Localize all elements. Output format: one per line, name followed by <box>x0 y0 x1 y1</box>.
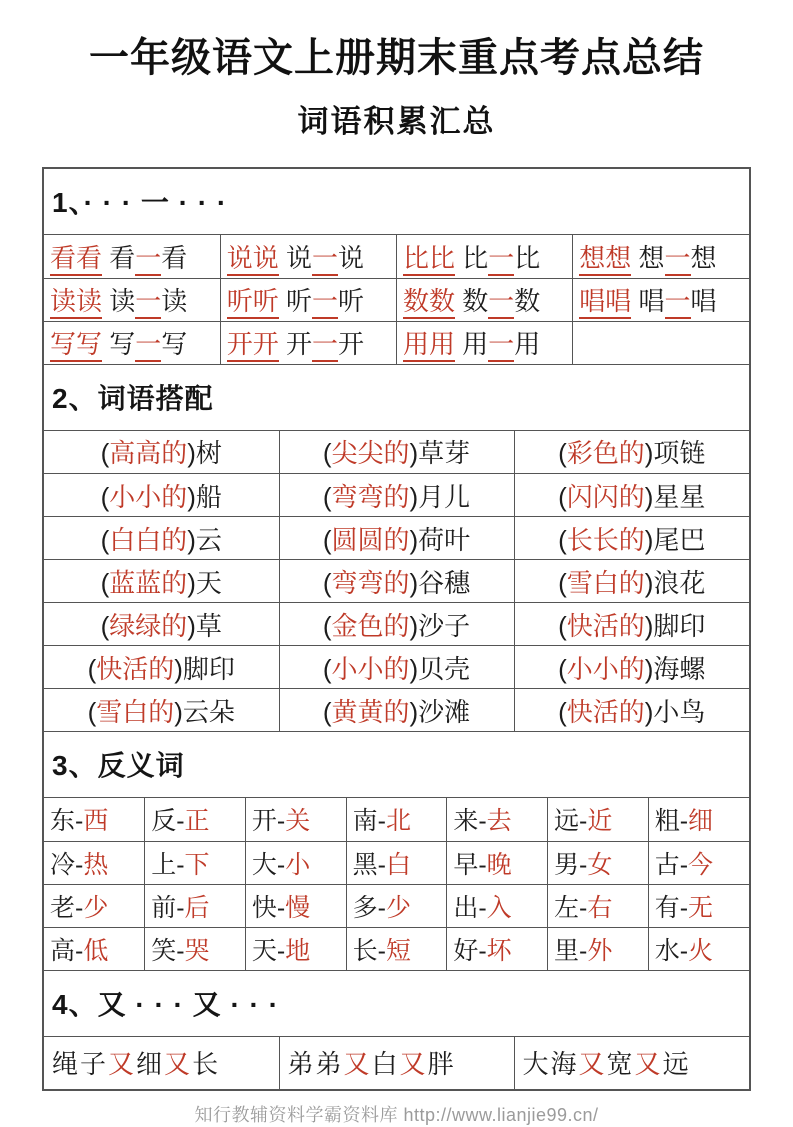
text-segment: )云 <box>187 524 222 555</box>
text-segment: 小小的 <box>109 481 188 512</box>
table-row <box>44 841 749 884</box>
table-cell <box>397 235 573 278</box>
text-segment: 高高的 <box>109 438 188 469</box>
text-segment: 闪闪的 <box>566 481 645 512</box>
text-segment: 少 <box>385 893 411 922</box>
text-segment: 右 <box>587 893 613 922</box>
text-segment: 一 <box>135 243 161 276</box>
text-segment: 一 <box>312 243 338 276</box>
text-segment: 想 <box>690 242 717 273</box>
text-segment: 一 <box>312 329 338 362</box>
text-segment: 快活的 <box>566 610 645 641</box>
table-row <box>44 884 749 927</box>
text-segment: 比比 <box>403 243 455 276</box>
table-row <box>44 517 749 560</box>
text-segment: 短 <box>385 936 411 965</box>
text-segment: 白白的 <box>109 524 188 555</box>
text-segment: 比 <box>455 242 489 273</box>
table-cell <box>573 278 749 321</box>
table-cell <box>279 517 514 560</box>
section-table <box>44 431 749 733</box>
text-segment: 说 <box>278 242 312 273</box>
text-segment: 圆圆的 <box>331 524 410 555</box>
table-cell <box>514 474 749 517</box>
table-row <box>44 235 749 278</box>
table-row <box>44 321 749 364</box>
text-segment: 黑- <box>352 850 386 879</box>
table-cell <box>44 321 220 364</box>
text-segment: 开- <box>251 807 286 836</box>
table-cell <box>44 560 279 603</box>
table-cell <box>447 798 548 841</box>
text-segment: 小小的 <box>566 653 645 684</box>
section-1 <box>44 169 749 365</box>
table-cell <box>245 884 346 927</box>
text-segment: ( <box>558 610 567 641</box>
text-segment: 又 <box>578 1049 607 1079</box>
table-cell <box>44 431 279 474</box>
text-segment: 写 <box>161 329 188 359</box>
text-segment: 关 <box>285 807 311 836</box>
table-cell <box>279 646 514 689</box>
text-segment: 看 <box>161 242 188 273</box>
text-segment: 地 <box>285 936 311 965</box>
table-cell <box>44 603 279 646</box>
text-segment: 大- <box>251 850 286 879</box>
section-heading: 4、又 · · · 又 · · · <box>44 971 749 1037</box>
table-cell <box>346 927 447 970</box>
text-segment: 长 <box>192 1049 221 1079</box>
worksheet-table <box>42 167 751 1091</box>
text-segment: )月儿 <box>409 481 471 512</box>
text-segment: 唱 <box>690 286 717 316</box>
text-segment: 又 <box>634 1049 663 1079</box>
text-segment: 正 <box>184 807 210 836</box>
table-cell <box>220 278 396 321</box>
text-segment: 说说 <box>227 243 279 276</box>
text-segment: ( <box>558 653 567 684</box>
table-cell <box>514 689 749 732</box>
section-heading: 2、词语搭配 <box>44 365 749 431</box>
text-segment: 听听 <box>227 286 279 319</box>
text-segment: 老- <box>50 893 84 922</box>
table-cell <box>44 884 145 927</box>
text-segment: ( <box>322 524 332 555</box>
table-cell <box>44 798 145 841</box>
section-table <box>44 1037 749 1089</box>
table-cell <box>648 884 749 927</box>
section-heading: 1、· · · 一 · · · <box>44 169 749 235</box>
table-cell <box>145 927 246 970</box>
text-segment: 金色的 <box>331 610 410 641</box>
table-cell <box>648 841 749 884</box>
text-segment: 弯弯的 <box>331 567 410 598</box>
text-segment: 一 <box>135 286 161 319</box>
text-segment: ( <box>558 567 567 598</box>
text-segment: 写写 <box>50 329 102 362</box>
table-cell <box>346 884 447 927</box>
table-row <box>44 689 749 732</box>
text-segment: 粗- <box>654 807 689 836</box>
text-segment: )贝壳 <box>409 653 471 684</box>
table-row <box>44 474 749 517</box>
text-segment: ( <box>100 438 110 469</box>
text-segment: 水- <box>654 936 689 965</box>
text-segment: )船 <box>187 481 222 512</box>
text-segment: 看 <box>102 242 136 273</box>
text-segment: 听 <box>338 286 365 316</box>
text-segment: 细 <box>136 1049 165 1079</box>
table-cell <box>44 235 220 278</box>
text-segment: 里- <box>554 936 588 965</box>
text-segment: 唱 <box>631 286 665 316</box>
table-cell <box>346 841 447 884</box>
text-segment: ( <box>100 567 110 598</box>
table-cell <box>346 798 447 841</box>
text-segment: 北 <box>385 807 411 836</box>
text-segment: 长长的 <box>566 524 645 555</box>
text-segment: 数 <box>455 286 489 316</box>
text-segment: 用 <box>514 329 541 359</box>
table-cell <box>648 927 749 970</box>
text-segment: 雪白的 <box>96 696 175 727</box>
text-segment: 胖 <box>427 1049 456 1079</box>
table-row <box>44 560 749 603</box>
text-segment: 白 <box>371 1049 400 1079</box>
text-segment: 开开 <box>227 329 279 362</box>
text-segment: 近 <box>587 807 613 836</box>
text-segment: )尾巴 <box>644 524 706 555</box>
text-segment: 慢 <box>285 893 311 922</box>
text-segment: 比 <box>514 242 541 273</box>
text-segment: 快- <box>251 893 286 922</box>
text-segment: 读读 <box>50 286 102 319</box>
text-segment: 少 <box>83 893 109 922</box>
text-segment: 快活的 <box>96 653 175 684</box>
text-segment: ( <box>100 524 110 555</box>
section-3 <box>44 732 749 971</box>
text-segment: 坏 <box>486 936 512 965</box>
text-segment: 宽 <box>606 1049 635 1079</box>
text-segment: 又 <box>399 1049 428 1079</box>
table-cell <box>44 278 220 321</box>
text-segment: 又 <box>164 1049 193 1079</box>
table-cell <box>548 841 649 884</box>
text-segment: 远 <box>662 1049 691 1079</box>
text-segment: 下 <box>184 850 210 879</box>
text-segment: 前- <box>151 893 185 922</box>
table-cell <box>145 798 246 841</box>
text-segment: 一 <box>488 286 514 319</box>
text-segment: 远- <box>554 807 588 836</box>
text-segment: 上- <box>151 850 185 879</box>
text-segment: 西 <box>83 807 109 836</box>
table-cell <box>279 689 514 732</box>
text-segment: 去 <box>486 807 512 836</box>
text-segment: 写 <box>102 329 136 359</box>
table-cell <box>514 560 749 603</box>
text-segment: )星星 <box>644 481 706 512</box>
table-row <box>44 431 749 474</box>
table-cell <box>145 884 246 927</box>
text-segment: )云朵 <box>174 696 235 727</box>
table-cell <box>279 1037 514 1089</box>
table-cell <box>573 235 749 278</box>
table-cell <box>548 927 649 970</box>
text-segment: ( <box>558 524 567 555</box>
text-segment: )沙滩 <box>409 696 471 727</box>
text-segment: 今 <box>688 850 714 879</box>
section-table <box>44 235 749 365</box>
text-segment: 读 <box>161 286 188 316</box>
table-cell <box>447 884 548 927</box>
table-cell <box>447 927 548 970</box>
text-segment: )草芽 <box>409 438 471 469</box>
text-segment: 南- <box>352 807 386 836</box>
text-segment: 数数 <box>403 286 455 319</box>
text-segment: ( <box>558 696 567 727</box>
text-segment: 想 <box>631 242 665 273</box>
table-row <box>44 927 749 970</box>
text-segment: )海螺 <box>644 653 706 684</box>
text-segment: 反- <box>151 807 185 836</box>
text-segment: 说 <box>338 242 365 273</box>
text-segment: 蓝蓝的 <box>109 567 188 598</box>
text-segment: 读 <box>102 286 136 316</box>
text-segment: 长- <box>352 936 386 965</box>
text-segment: 入 <box>486 893 512 922</box>
text-segment: 尖尖的 <box>331 438 410 469</box>
text-segment: 好- <box>453 936 487 965</box>
text-segment: )草 <box>187 610 222 641</box>
text-segment: 用 <box>455 329 489 359</box>
text-segment: 绿绿的 <box>109 610 188 641</box>
text-segment: ( <box>322 481 332 512</box>
table-cell <box>397 278 573 321</box>
text-segment: 多- <box>352 893 386 922</box>
text-segment: 快活的 <box>566 696 645 727</box>
table-cell <box>514 431 749 474</box>
text-segment: ( <box>87 653 97 684</box>
text-segment: ( <box>558 438 567 469</box>
table-row <box>44 798 749 841</box>
table-row <box>44 603 749 646</box>
text-segment: )天 <box>187 567 222 598</box>
text-segment: 有- <box>654 893 689 922</box>
table-cell <box>44 646 279 689</box>
table-cell <box>548 798 649 841</box>
text-segment: 来- <box>453 807 487 836</box>
text-segment: 外 <box>587 936 613 965</box>
table-cell <box>44 517 279 560</box>
text-segment: )脚印 <box>644 610 706 641</box>
text-segment: 唱唱 <box>579 286 631 319</box>
text-segment: 又 <box>343 1049 372 1079</box>
table-cell <box>279 603 514 646</box>
text-segment: )浪花 <box>644 567 706 598</box>
section-heading: 3、反义词 <box>44 732 749 798</box>
text-segment: 哭 <box>184 936 210 965</box>
text-segment: ( <box>100 481 110 512</box>
text-segment: 听 <box>278 286 312 316</box>
text-segment: 女 <box>587 850 613 879</box>
text-segment: 晚 <box>486 850 512 879</box>
text-segment: 小 <box>285 850 311 879</box>
text-segment: 又 <box>108 1049 137 1079</box>
table-cell <box>514 517 749 560</box>
text-segment: )项链 <box>644 438 706 469</box>
text-segment: 用用 <box>403 329 455 362</box>
text-segment: 小小的 <box>331 653 410 684</box>
table-cell <box>279 431 514 474</box>
text-segment: 想想 <box>579 243 631 276</box>
table-row <box>44 1037 749 1089</box>
text-segment: 绳子 <box>52 1049 109 1079</box>
text-segment: ( <box>100 610 110 641</box>
text-segment: 后 <box>184 893 210 922</box>
text-segment: 看看 <box>50 243 102 276</box>
text-segment: 出- <box>453 893 487 922</box>
table-cell <box>514 1037 749 1089</box>
table-cell <box>573 321 749 364</box>
text-segment: 数 <box>514 286 541 316</box>
table-cell <box>145 841 246 884</box>
text-segment: 左- <box>554 893 588 922</box>
text-segment: 天- <box>251 936 286 965</box>
text-segment: ( <box>322 653 332 684</box>
table-cell <box>44 1037 279 1089</box>
text-segment: )脚印 <box>174 653 235 684</box>
page-subtitle: 词语积累汇总 <box>297 104 496 139</box>
text-segment: 一 <box>488 243 514 276</box>
text-segment: ( <box>322 567 332 598</box>
text-segment: ( <box>322 610 332 641</box>
table-cell <box>279 560 514 603</box>
text-segment: ( <box>322 438 332 469</box>
text-segment: )树 <box>187 438 222 469</box>
text-segment: 低 <box>83 936 109 965</box>
table-cell <box>44 841 145 884</box>
table-cell <box>245 798 346 841</box>
text-segment: 东- <box>50 807 84 836</box>
table-cell <box>548 884 649 927</box>
text-segment: 早- <box>453 850 487 879</box>
text-segment: )沙子 <box>409 610 471 641</box>
table-cell <box>220 321 396 364</box>
table-cell <box>447 841 548 884</box>
text-segment: ( <box>322 696 332 727</box>
text-segment: 一 <box>135 329 161 362</box>
table-cell <box>44 474 279 517</box>
text-segment: 无 <box>688 893 714 922</box>
text-segment: 黄黄的 <box>331 696 410 727</box>
text-segment: )荷叶 <box>409 524 471 555</box>
text-segment: )谷穗 <box>409 567 471 598</box>
text-segment: 火 <box>688 936 714 965</box>
text-segment: 笑- <box>151 936 185 965</box>
text-segment: 彩色的 <box>566 438 645 469</box>
table-cell <box>648 798 749 841</box>
table-cell <box>44 927 145 970</box>
text-segment: 一 <box>488 329 514 362</box>
text-segment: 细 <box>688 807 714 836</box>
table-cell <box>245 841 346 884</box>
text-segment: ( <box>558 481 567 512</box>
table-row <box>44 278 749 321</box>
text-segment: 一 <box>312 286 338 319</box>
text-segment: 白 <box>385 850 411 879</box>
table-cell <box>514 646 749 689</box>
text-segment: 一 <box>665 243 691 276</box>
section-table <box>44 798 749 971</box>
text-segment: )小鸟 <box>644 696 706 727</box>
section-2 <box>44 365 749 733</box>
text-segment: 男- <box>554 850 588 879</box>
table-cell <box>397 321 573 364</box>
text-segment: 大海 <box>522 1049 579 1079</box>
footer-text: 知行教辅资料学霸资料库 http://www.lianjie99.cn/ <box>194 1104 599 1125</box>
table-cell <box>279 474 514 517</box>
text-segment: 冷- <box>50 850 84 879</box>
table-row <box>44 646 749 689</box>
text-segment: 开 <box>338 329 365 359</box>
table-cell <box>514 603 749 646</box>
text-segment: 弯弯的 <box>331 481 410 512</box>
table-cell <box>220 235 396 278</box>
table-cell <box>44 689 279 732</box>
text-segment: ( <box>87 696 97 727</box>
text-segment: 雪白的 <box>566 567 645 598</box>
table-cell <box>245 927 346 970</box>
text-segment: 热 <box>83 850 109 879</box>
text-segment: 开 <box>278 329 312 359</box>
text-segment: 一 <box>665 286 691 319</box>
section-4 <box>44 971 749 1089</box>
page-title: 一年级语文上册期末重点考点总结 <box>89 36 704 80</box>
text-segment: 弟弟 <box>287 1049 344 1079</box>
text-segment: 高- <box>50 936 84 965</box>
text-segment: 古- <box>654 850 689 879</box>
